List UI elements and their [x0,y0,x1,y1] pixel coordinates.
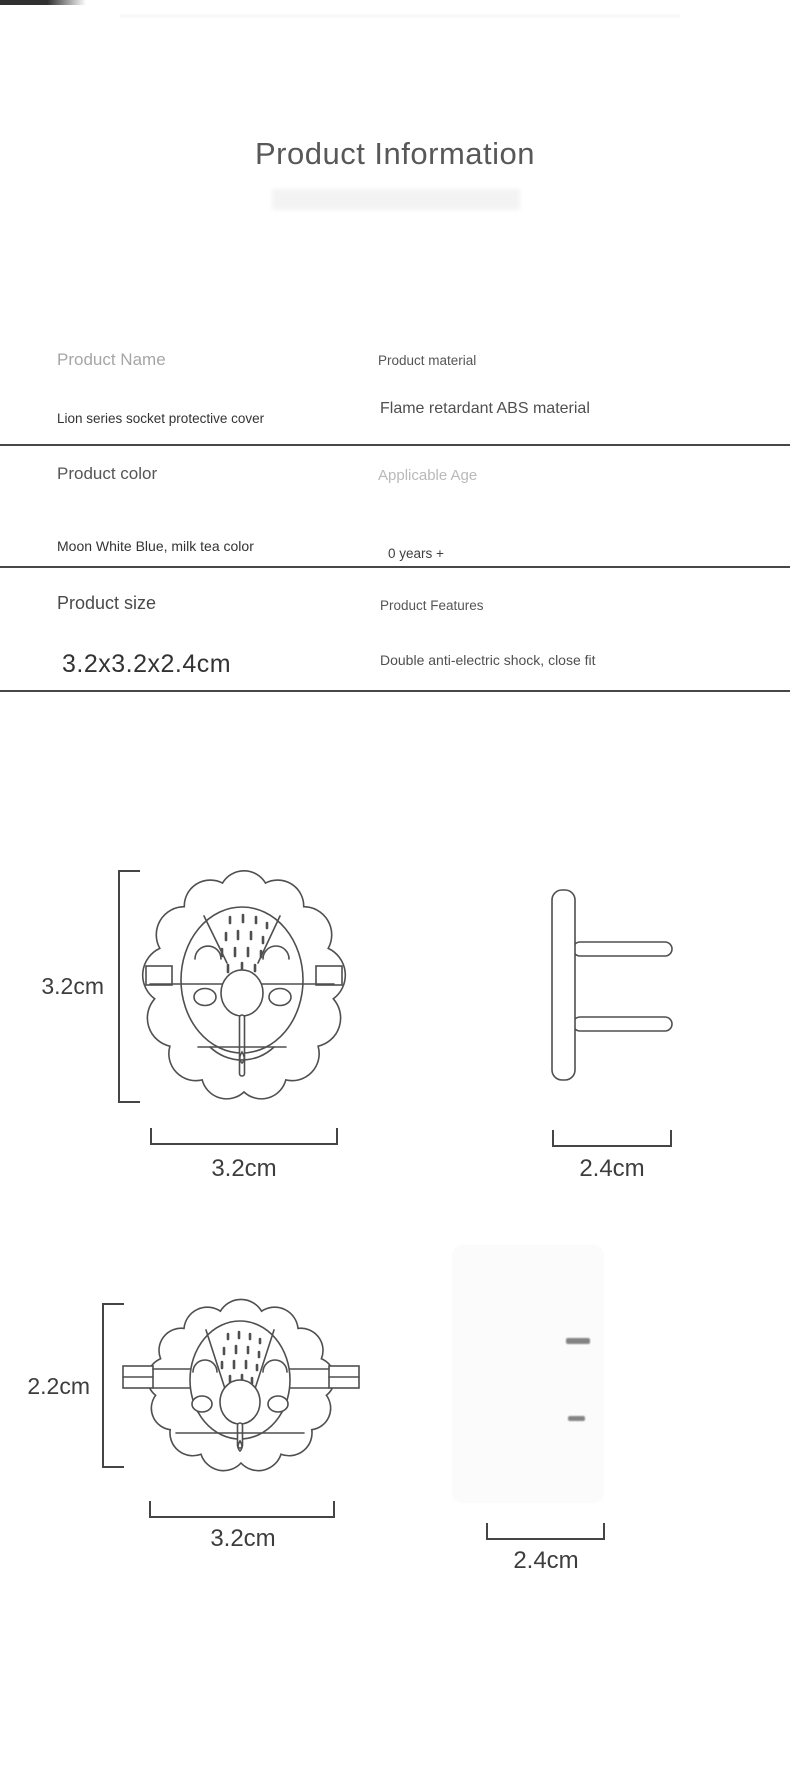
spec-value-product-features: Double anti-electric shock, close fit [380,652,596,668]
spec-value-product-name: Lion series socket protective cover [57,411,265,426]
spec-label-product-size: Product size [57,593,157,613]
lion-cheek-left [194,989,216,1006]
spec-label-product-features: Product Features [380,598,484,613]
lion-muzzle [221,970,263,1016]
dimension-label-top-side-width: 2.4cm [513,1547,579,1574]
dimension-label-front-width: 3.2cm [211,1155,277,1182]
spec-label-product-material: Product material [378,353,477,368]
spec-value-product-size: 3.2x3.2x2.4cm [62,650,232,678]
spec-label-applicable-age: Applicable Age [378,467,478,484]
spec-value-product-color: Moon White Blue, milk tea color [57,538,254,554]
lion-cheek-right [269,989,291,1006]
lion-top-view [123,1299,359,1470]
bracket-top-height [103,1304,124,1467]
bracket-top-width [150,1501,334,1517]
dimension-label-top-width: 3.2cm [210,1525,276,1552]
dimension-label-front-height: 3.2cm [41,973,104,999]
row-divider [0,690,790,692]
spec-label-product-color: Product color [57,464,158,483]
top-streak-artifact [120,15,680,17]
plug-prong-bottom [573,1017,672,1031]
dimension-label-side-width: 2.4cm [579,1155,645,1182]
plug-plate [552,890,575,1080]
side-tab-left [146,966,172,985]
row-divider [0,566,790,568]
lion-front-view [143,871,346,1099]
bracket-side-width [553,1130,671,1146]
dimension-diagram [0,850,790,1620]
spec-label-product-name: Product Name [57,350,166,369]
spec-value-product-material: Flame retardant ABS material [380,400,590,417]
top-edge-artifact [0,0,86,5]
bracket-front-height [119,871,140,1102]
page-title: Product Information [254,136,536,171]
lion-cheek-right [268,1396,288,1412]
plug-side-view [552,890,672,1080]
spec-value-applicable-age: 0 years + [388,546,444,561]
dimension-label-top-height: 2.2cm [27,1373,90,1399]
title-ghost-box [272,189,520,210]
lion-cheek-left [192,1396,212,1412]
bracket-top-side-width [487,1523,604,1539]
row-divider [0,444,790,446]
side-tab-right [316,966,342,985]
bracket-front-width [151,1128,337,1144]
plug-prong-top [573,942,672,956]
lion-mouth-stick [240,1015,245,1076]
lion-muzzle [220,1380,260,1424]
